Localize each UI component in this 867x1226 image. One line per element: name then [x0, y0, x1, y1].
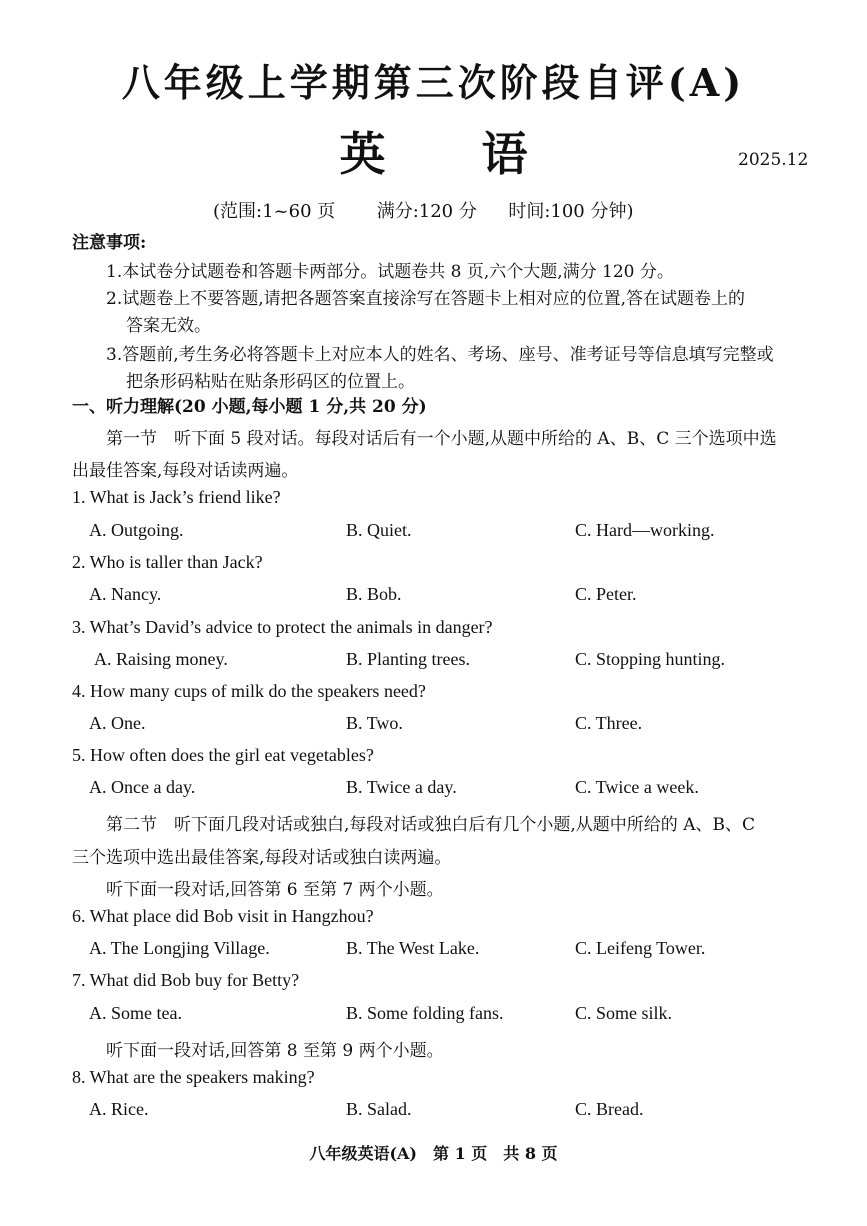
question: 5. How often does the girl eat vegetables? [72, 745, 374, 765]
option-c: C. Hard—working. [575, 520, 715, 540]
option-c: C. Some silk. [575, 1003, 673, 1023]
part-instruction: 第一节 听下面 5 段对话。每段对话后有一个小题,从题中所给的 A、B、C 三个选项中选 [106, 429, 777, 449]
question: 1. What is Jack’s friend like? [72, 487, 281, 507]
note-item: 1.本试卷分试题卷和答题卡两部分。试题卷共 8 页,六个大题,满分 120 分。 [106, 262, 674, 282]
question: 7. What did Bob buy for Betty? [72, 970, 300, 990]
option-a: A. Raising money. [94, 649, 228, 669]
question: 8. What are the speakers making? [72, 1067, 315, 1087]
option-b: B. Quiet. [346, 520, 412, 540]
time-limit: 时间:100 分钟) [508, 201, 634, 222]
question: 6. What place did Bob visit in Hangzhou? [72, 906, 374, 926]
exam-date: 2025.12 [738, 150, 809, 170]
option-b: B. Two. [346, 713, 403, 733]
notes-heading: 注意事项: [72, 233, 147, 253]
option-b: B. Twice a day. [346, 777, 457, 797]
note-item: 把条形码粘贴在贴条形码区的位置上。 [126, 372, 415, 392]
option-c: C. Three. [575, 713, 643, 733]
option-a: A. One. [89, 713, 146, 733]
option-c: C. Twice a week. [575, 777, 699, 797]
option-a: A. Outgoing. [89, 520, 184, 540]
part-instruction: 三个选项中选出最佳答案,每段对话或独白读两遍。 [72, 848, 452, 868]
question: 2. Who is taller than Jack? [72, 552, 263, 572]
option-a: A. The Longjing Village. [89, 938, 270, 958]
part-instruction: 第二节 听下面几段对话或独白,每段对话或独白后有几个小题,从题中所给的 A、B、C [106, 815, 755, 835]
option-b: B. Salad. [346, 1099, 412, 1119]
subject-title: 英 语 [339, 127, 568, 181]
option-a: A. Once a day. [89, 777, 196, 797]
option-b: B. The West Lake. [346, 938, 480, 958]
exam-title: 八年级上学期第三次阶段自评(A) [121, 60, 746, 105]
option-c: C. Stopping hunting. [575, 649, 726, 669]
option-c: C. Bread. [575, 1099, 644, 1119]
dialogue-instruction: 听下面一段对话,回答第 6 至第 7 两个小题。 [106, 880, 444, 900]
option-a: A. Rice. [89, 1099, 149, 1119]
page-range: (范围:1~60 页 [213, 201, 336, 222]
note-item: 答案无效。 [126, 316, 211, 336]
section-heading: 一、听力理解(20 小题,每小题 1 分,共 20 分) [72, 397, 427, 417]
option-a: A. Some tea. [89, 1003, 182, 1023]
dialogue-instruction: 听下面一段对话,回答第 8 至第 9 两个小题。 [106, 1041, 444, 1061]
question: 4. How many cups of milk do the speakers need? [72, 681, 426, 701]
part-instruction: 出最佳答案,每段对话读两遍。 [72, 461, 299, 481]
full-score: 满分:120 分 [376, 201, 477, 222]
note-item: 3.答题前,考生务必将答题卡上对应本人的姓名、考场、座号、准考证号等信息填写完整或 [106, 345, 774, 365]
option-c: C. Peter. [575, 584, 637, 604]
option-b: B. Planting trees. [346, 649, 470, 669]
question: 3. What’s David’s advice to protect the animals in danger? [72, 617, 493, 637]
option-b: B. Bob. [346, 584, 402, 604]
note-item: 2.试题卷上不要答题,请把各题答案直接涂写在答题卡上相对应的位置,答在试题卷上的 [106, 289, 746, 309]
option-a: A. Nancy. [89, 584, 162, 604]
option-c: C. Leifeng Tower. [575, 938, 706, 958]
option-b: B. Some folding fans. [346, 1003, 504, 1023]
exam-meta [213, 197, 634, 223]
page-footer: 八年级英语(A) 第 1 页 共 8 页 [309, 1144, 558, 1163]
